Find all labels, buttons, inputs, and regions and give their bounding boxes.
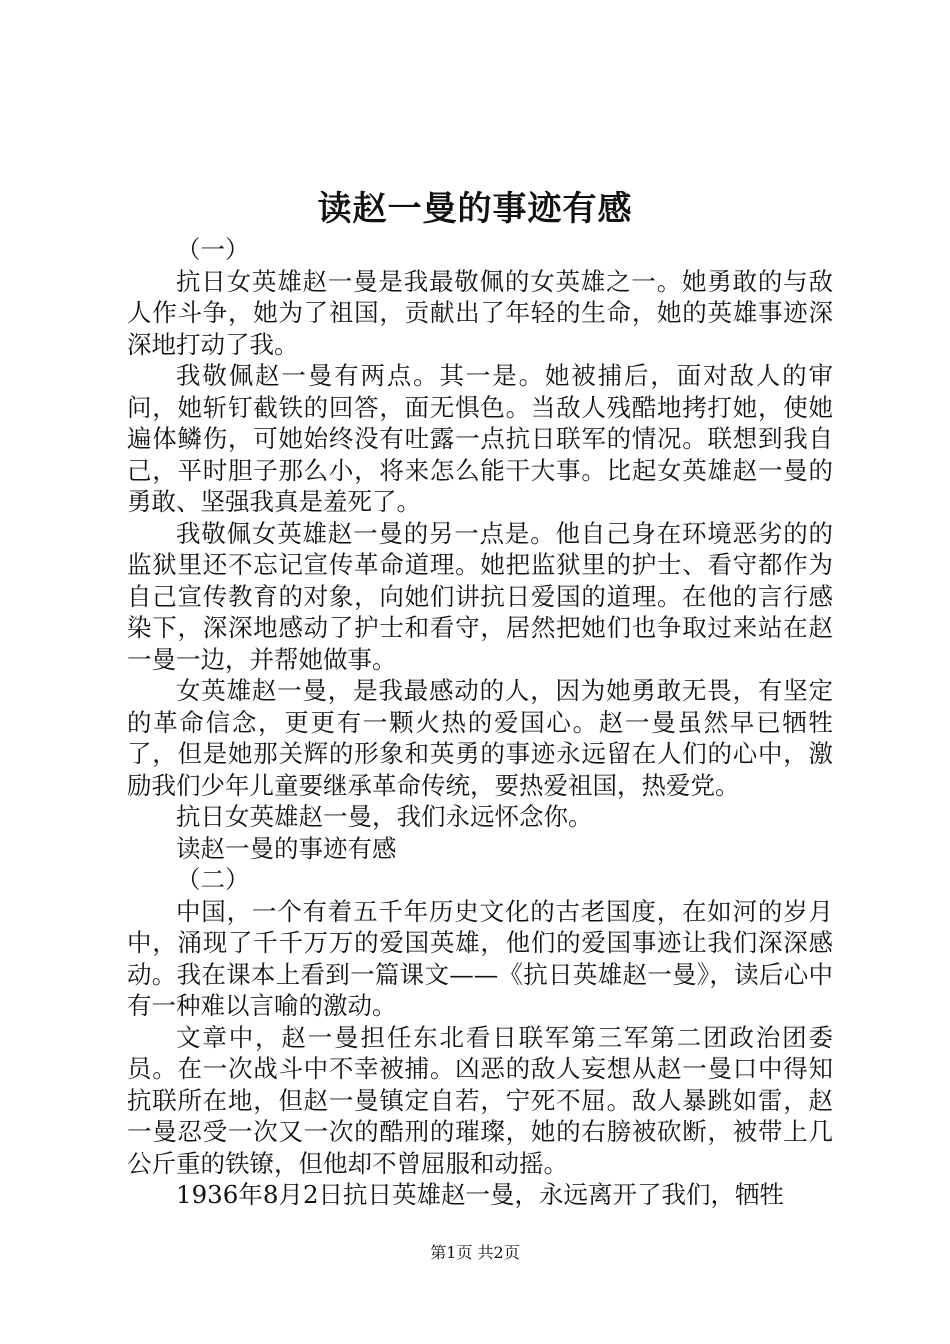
- paragraph: 我敬佩赵一曼有两点。其一是。她被捕后，面对敌人的审问，她斩钉截铁的回答，面无惧色。当敌人残酷地拷打她，使她遍体鳞伤，可她始终没有吐露一点抗日联军的情况。联想到我自己，平时胆子那么小，将来怎么能干大事。比起女英雄赵一曼的勇敢、坚强我真是羞死了。: [127, 361, 833, 516]
- paragraph: 抗日女英雄赵一曼是我最敬佩的女英雄之一。她勇敢的与敌人作斗争，她为了祖国，贡献出了年轻的生命，她的英雄事迹深深地打动了我。: [127, 266, 833, 359]
- document-title: 读赵一曼的事迹有感: [317, 189, 633, 229]
- paragraph: 文章中，赵一曼担任东北看日联军第三军第二团政治团委员。在一次战斗中不幸被捕。凶恶的敌人妄想从赵一曼口中得知抗联所在地，但赵一曼镇定自若，宁死不屈。敌人暴跳如雷，赵一曼忍受一次又一次的酷刑的璀璨，她的右膀被砍断，被带上几公斤重的铁镣，但他却不曾屈服和动摇。: [127, 1022, 833, 1178]
- paragraph: 1936年8月2日抗日英雄赵一曼，永远离开了我们，牺牲: [176, 1180, 785, 1209]
- section-label: （一）: [176, 235, 250, 264]
- paragraph: 抗日女英雄赵一曼，我们永远怀念你。: [176, 802, 593, 831]
- subtitle: 读赵一曼的事迹有感: [176, 833, 397, 863]
- page-footer: 第1页 共2页: [430, 1243, 520, 1262]
- paragraph: 我敬佩女英雄赵一曼的另一点是。他自己身在环境恶劣的的监狱里还不忘记宣传革命道理。她把监狱里的护士、看守都作为自己宣传教育的对象，向她们讲抗日爱国的道理。在他的言行感染下，深深地感动了护士和看守，居然把她们也争取过来站在赵一曼一边，并帮她做事。: [127, 518, 833, 674]
- document-body: [127, 234, 833, 1211]
- paragraph: 女英雄赵一曼，是我最感动的人，因为她勇敢无畏，有坚定的革命信念，更更有一颗火热的爱国心。赵一曼虽然早已牺牲了，但是她那关辉的形象和英勇的事迹永远留在人们的心中，激励我们少年儿童要继承革命传统，要热爱祖国，热爱党。: [127, 676, 833, 800]
- paragraph: 中国，一个有着五千年历史文化的古老国度，在如河的岁月中，涌现了千千万万的爱国英雄，他们的爱国事迹让我们深深感动。我在课本上看到一篇课文——《抗日英雄赵一曼》，读后心中有一种难以言喻的激动。: [127, 896, 833, 1020]
- section-label: （二）: [176, 865, 250, 894]
